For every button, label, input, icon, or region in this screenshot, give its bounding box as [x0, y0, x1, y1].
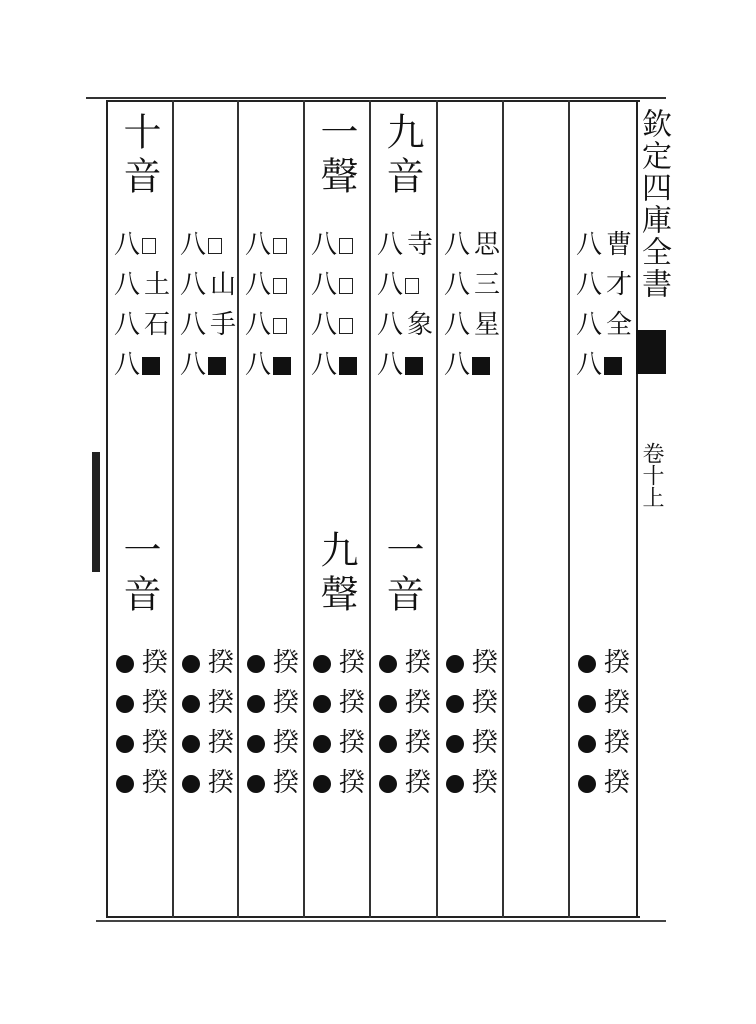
table-row-lower: 揆 [182, 650, 236, 676]
black-dot-icon [313, 695, 331, 713]
black-dot-icon [313, 735, 331, 753]
column-heading-lower: 一音 [380, 530, 424, 618]
left-margin-mark [92, 452, 100, 572]
top-rule [86, 97, 666, 99]
table-row-lower: 揆 [446, 650, 500, 676]
column-divider [237, 100, 239, 918]
table-row: 八 才 [575, 270, 632, 300]
black-dot-icon [379, 695, 397, 713]
table-row-lower: 揆 [379, 730, 433, 756]
table-row-lower: 揆 [379, 690, 433, 716]
table-row-lower: 揆 [578, 770, 632, 796]
table-row-lower: 揆 [116, 650, 170, 676]
table-row-lower: 揆 [446, 770, 500, 796]
table-row-lower: 揆 [578, 690, 632, 716]
column-divider [502, 100, 504, 918]
black-dot-icon [116, 695, 134, 713]
black-dot-icon [116, 655, 134, 673]
black-dot-icon [247, 695, 265, 713]
black-block-icon [208, 357, 226, 375]
black-dot-icon [313, 655, 331, 673]
table-row: 八 思 [443, 230, 500, 260]
black-dot-icon [578, 775, 596, 793]
empty-box-icon [405, 278, 419, 294]
table-row: 八 [442, 352, 490, 378]
black-dot-icon [446, 735, 464, 753]
black-dot-icon [379, 775, 397, 793]
column-divider [568, 100, 570, 918]
table-row: 八 山 [179, 270, 236, 300]
table-row: 八 曹 [575, 230, 632, 260]
table-row-lower: 揆 [182, 690, 236, 716]
table-row: 八 [243, 272, 287, 298]
table-row: 八 石 [113, 310, 170, 340]
table-row: 八 [243, 352, 291, 378]
table-row-lower: 揆 [116, 730, 170, 756]
table-row: 八 星 [443, 310, 500, 340]
table-row-lower: 揆 [578, 650, 632, 676]
black-dot-icon [247, 775, 265, 793]
table-row: 八 [309, 312, 353, 338]
black-dot-icon [578, 695, 596, 713]
table-row-lower: 揆 [116, 770, 170, 796]
table-row: 八 [112, 352, 160, 378]
table-row-lower: 揆 [313, 690, 367, 716]
column-divider [369, 100, 371, 918]
fish-tail-mark [636, 330, 666, 374]
black-block-icon [405, 357, 423, 375]
column-heading: 九音 [380, 112, 424, 200]
black-dot-icon [379, 735, 397, 753]
black-block-icon [604, 357, 622, 375]
table-row: 八 [309, 352, 357, 378]
table-row: 八 [375, 272, 419, 298]
table-row: 八 [178, 232, 222, 258]
black-dot-icon [182, 655, 200, 673]
table-row: 八 全 [575, 310, 632, 340]
table-row: 八 寺 [376, 230, 433, 260]
black-dot-icon [182, 775, 200, 793]
bottom-rule [96, 920, 666, 922]
table-row-lower: 揆 [182, 730, 236, 756]
column-divider [172, 100, 174, 918]
table-row-lower: 揆 [379, 770, 433, 796]
table-row: 八 [309, 272, 353, 298]
black-dot-icon [313, 775, 331, 793]
column-divider [436, 100, 438, 918]
book-title: 欽定四庫全書 [636, 108, 671, 300]
table-row-lower: 揆 [446, 690, 500, 716]
column-heading: 十音 [117, 112, 161, 200]
table-row-lower: 揆 [313, 730, 367, 756]
black-dot-icon [379, 655, 397, 673]
empty-box-icon [142, 238, 156, 254]
empty-box-icon [273, 238, 287, 254]
column-divider [303, 100, 305, 918]
table-row: 八 [112, 232, 156, 258]
table-row: 八 象 [376, 310, 433, 340]
column-heading-lower: 九聲 [314, 530, 358, 618]
table-row: 八 [375, 352, 423, 378]
empty-box-icon [339, 278, 353, 294]
black-block-icon [339, 357, 357, 375]
empty-box-icon [273, 318, 287, 334]
table-row: 八 三 [443, 270, 500, 300]
table-row-lower: 揆 [379, 650, 433, 676]
black-dot-icon [182, 735, 200, 753]
black-dot-icon [446, 695, 464, 713]
black-dot-icon [446, 655, 464, 673]
empty-box-icon [339, 318, 353, 334]
black-dot-icon [116, 735, 134, 753]
table-row: 八 [243, 312, 287, 338]
black-dot-icon [578, 655, 596, 673]
table-row-lower: 揆 [182, 770, 236, 796]
table-row-lower: 揆 [247, 690, 301, 716]
table-row-lower: 揆 [247, 770, 301, 796]
black-dot-icon [578, 735, 596, 753]
volume-label: 卷十上 [639, 442, 664, 508]
table-row-lower: 揆 [247, 730, 301, 756]
table-row-lower: 揆 [313, 650, 367, 676]
black-dot-icon [247, 655, 265, 673]
black-block-icon [472, 357, 490, 375]
column-heading-lower: 一音 [117, 530, 161, 618]
black-block-icon [273, 357, 291, 375]
column-heading: 一聲 [314, 112, 358, 200]
empty-box-icon [273, 278, 287, 294]
table-row-lower: 揆 [578, 730, 632, 756]
black-dot-icon [247, 735, 265, 753]
table-row: 八 [243, 232, 287, 258]
empty-box-icon [208, 238, 222, 254]
table-row: 八 [178, 352, 226, 378]
black-dot-icon [116, 775, 134, 793]
table-row-lower: 揆 [247, 650, 301, 676]
black-block-icon [142, 357, 160, 375]
black-dot-icon [182, 695, 200, 713]
black-dot-icon [446, 775, 464, 793]
table-row: 八 [309, 232, 353, 258]
table-row-lower: 揆 [313, 770, 367, 796]
table-row: 八 [574, 352, 622, 378]
table-row-lower: 揆 [116, 690, 170, 716]
table-row: 八 手 [179, 310, 236, 340]
empty-box-icon [339, 238, 353, 254]
table-row: 八 土 [113, 270, 170, 300]
table-row-lower: 揆 [446, 730, 500, 756]
